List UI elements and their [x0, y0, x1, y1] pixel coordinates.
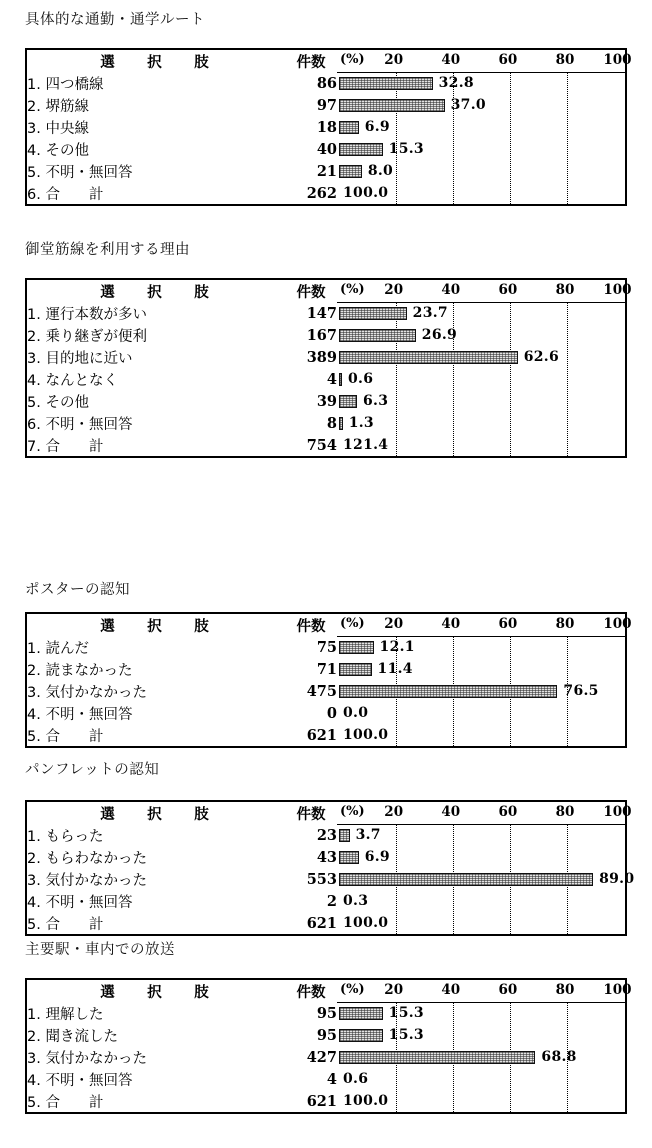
section-title: ポスターの認知: [25, 582, 130, 598]
count-value: 167: [306, 326, 337, 344]
bar-value-label: 100.0: [343, 915, 389, 931]
choice-label: 5. その他: [27, 394, 89, 411]
column-header-choice: 選 択 肢: [100, 284, 218, 301]
bar-value-label: 76.5: [563, 683, 599, 699]
axis-tick-label-40: 40: [441, 982, 461, 998]
chart-bar-row: [337, 847, 625, 869]
column-header-choice: 選 択 肢: [100, 618, 218, 635]
axis-tick-label-100: 100: [603, 982, 632, 998]
bar: [339, 873, 593, 886]
bar-value-label: 15.3: [388, 141, 424, 157]
choice-label: 5. 合 計: [27, 916, 104, 933]
survey-table: [25, 48, 632, 206]
chart-bar-row: [337, 369, 625, 391]
survey-table-grid: [27, 802, 635, 934]
survey-table: [25, 612, 632, 748]
bar-value-label: 68.8: [541, 1049, 577, 1065]
chart-bar-row: [337, 891, 625, 913]
choice-label: 5. 合 計: [27, 728, 104, 745]
axis-tick-label-20: 20: [384, 982, 404, 998]
axis-tick-label-80: 80: [555, 804, 575, 820]
count-value: 71: [316, 660, 337, 678]
choice-label: 6. 不明・無回答: [27, 416, 133, 433]
bar: [339, 165, 362, 178]
chart-bar-row: [337, 347, 625, 369]
count-value: 621: [306, 1092, 337, 1110]
section-title: 主要駅・車内での放送: [25, 942, 175, 958]
choice-label: 1. 運行本数が多い: [27, 306, 147, 323]
bar: [339, 329, 416, 342]
choice-label: 2. もらわなかった: [27, 850, 147, 867]
choice-label: 1. もらった: [27, 828, 104, 845]
chart-plot-area: [337, 280, 632, 456]
bar-value-label: 11.4: [377, 661, 413, 677]
bar-value-label: 6.9: [364, 849, 390, 865]
count-value: 39: [316, 392, 337, 410]
bar: [339, 829, 350, 842]
axis-tick-label-100: 100: [603, 52, 632, 68]
bar: [339, 307, 407, 320]
bar-value-label: 23.7: [412, 305, 448, 321]
count-value: 95: [316, 1004, 337, 1022]
count-value: 427: [306, 1048, 337, 1066]
choice-label: 5. 不明・無回答: [27, 164, 133, 181]
chart-axis-row: [337, 802, 632, 825]
bar-value-label: 0.6: [343, 1071, 369, 1087]
chart-plot-area: [337, 802, 635, 934]
axis-tick-label-100: 100: [603, 804, 632, 820]
survey-table: [25, 800, 635, 936]
count-value: 4: [326, 370, 337, 388]
choice-label: 4. 不明・無回答: [27, 894, 133, 911]
axis-tick-label-40: 40: [441, 804, 461, 820]
chart-bar-row: [337, 183, 625, 205]
bar-value-label: 100.0: [343, 727, 389, 743]
chart-bar-row: [337, 725, 625, 747]
bar-value-label: 15.3: [388, 1005, 424, 1021]
bar-value-label: 100.0: [343, 1093, 389, 1109]
count-value: 97: [316, 96, 337, 114]
column-header-choice: 選 択 肢: [100, 806, 218, 823]
table-header-row: [27, 614, 625, 636]
chart-bar-row: [337, 825, 625, 847]
bar-value-label: 3.7: [355, 827, 381, 843]
bar-value-label: 0.6: [348, 371, 374, 387]
bar: [339, 1029, 383, 1042]
count-value: 754: [306, 436, 337, 454]
count-value: 475: [306, 682, 337, 700]
count-value: 43: [316, 848, 337, 866]
choice-label: 3. 中央線: [27, 120, 89, 137]
bar-value-label: 89.0: [599, 871, 635, 887]
chart-column: [337, 802, 635, 934]
column-header-choice: 選 択 肢: [100, 54, 218, 71]
axis-tick-label-80: 80: [555, 52, 575, 68]
bar-value-label: 32.8: [438, 75, 474, 91]
bar: [339, 685, 557, 698]
chart-bar-row: [337, 637, 625, 659]
chart-bar-row: [337, 325, 625, 347]
bar-value-label: 15.3: [388, 1027, 424, 1043]
chart-bar-row: [337, 435, 625, 457]
survey-table-grid: [27, 980, 632, 1112]
chart-bar-row: [337, 161, 625, 183]
bar: [339, 351, 518, 364]
chart-axis-row: [337, 614, 632, 637]
bar: [339, 121, 359, 134]
choice-label: 2. 読まなかった: [27, 662, 133, 679]
bar: [339, 143, 383, 156]
choice-label: 6. 合 計: [27, 186, 104, 203]
bar-value-label: 12.1: [379, 639, 415, 655]
axis-tick-label-20: 20: [384, 282, 404, 298]
count-value: 95: [316, 1026, 337, 1044]
axis-percent-label: (%): [340, 982, 365, 997]
chart-plot-area: [337, 50, 632, 204]
bar: [339, 77, 433, 90]
choice-label: 1. 読んだ: [27, 640, 89, 657]
choice-label: 3. 気付かなかった: [27, 872, 147, 889]
chart-column: [337, 280, 632, 456]
bar: [339, 1051, 535, 1064]
chart-axis-row: [337, 280, 632, 303]
choice-label: 2. 堺筋線: [27, 98, 89, 115]
chart-bar-row: [337, 413, 625, 435]
chart-bar-row: [337, 1025, 625, 1047]
axis-percent-label: (%): [340, 52, 365, 67]
axis-tick-label-80: 80: [555, 616, 575, 632]
chart-bar-row: [337, 117, 625, 139]
axis-tick-label-20: 20: [384, 52, 404, 68]
axis-percent-label: (%): [340, 282, 365, 297]
choice-label: 1. 四つ橋線: [27, 76, 104, 93]
table-header-row: [27, 50, 625, 72]
bar-value-label: 121.4: [343, 437, 389, 453]
chart-bar-row: [337, 703, 625, 725]
chart-column: [337, 50, 632, 204]
choice-label: 2. 聞き流した: [27, 1028, 118, 1045]
bar-value-label: 26.9: [421, 327, 458, 343]
chart-plot-area: [337, 980, 632, 1112]
bar-value-label: 100.0: [343, 185, 389, 201]
count-value: 621: [306, 914, 337, 932]
survey-table: [25, 278, 632, 458]
chart-bar-row: [337, 303, 625, 325]
bar: [339, 395, 357, 408]
count-value: 553: [306, 870, 337, 888]
axis-percent-label: (%): [340, 616, 365, 631]
count-value: 40: [316, 140, 337, 158]
table-header-row: [27, 980, 625, 1002]
axis-tick-label-40: 40: [441, 282, 461, 298]
chart-bar-row: [337, 95, 625, 117]
bar-value-label: 8.0: [367, 163, 394, 179]
choice-label: 1. 理解した: [27, 1006, 104, 1023]
column-header-choice: 選 択 肢: [100, 984, 218, 1001]
chart-bar-row: [337, 913, 625, 935]
count-value: 21: [316, 162, 337, 180]
section-title: 具体的な通勤・通学ルート: [25, 12, 205, 28]
section-title: パンフレットの認知: [25, 762, 160, 778]
survey-table: [25, 978, 632, 1114]
bar-value-label: 0.3: [343, 893, 369, 909]
axis-tick-label-80: 80: [555, 982, 575, 998]
count-value: 4: [326, 1070, 337, 1088]
survey-table-grid: [27, 280, 632, 456]
choice-label: 2. 乗り継ぎが便利: [27, 328, 147, 345]
choice-label: 4. なんとなく: [27, 372, 118, 389]
chart-column: [337, 980, 632, 1112]
count-value: 18: [316, 118, 337, 136]
axis-tick-label-60: 60: [498, 804, 518, 820]
count-value: 23: [316, 826, 337, 844]
bar: [339, 1007, 383, 1020]
count-value: 262: [306, 184, 337, 202]
bar-value-label: 6.9: [364, 119, 390, 135]
axis-percent-label: (%): [340, 804, 365, 819]
choice-label: 3. 目的地に近い: [27, 350, 133, 367]
axis-tick-label-100: 100: [603, 616, 632, 632]
bar-value-label: 6.3: [362, 393, 389, 409]
table-header-row: [27, 280, 625, 302]
axis-tick-label-60: 60: [498, 616, 518, 632]
chart-bar-row: [337, 1047, 625, 1069]
column-header-count: 件数: [296, 983, 326, 1001]
bar-value-label: 37.0: [450, 97, 486, 113]
bar-value-label: 1.3: [348, 415, 374, 431]
choice-label: 4. 不明・無回答: [27, 1072, 133, 1089]
choice-label: 4. その他: [27, 142, 89, 159]
count-value: 2: [326, 892, 337, 910]
count-value: 8: [326, 414, 337, 432]
choice-label: 3. 気付かなかった: [27, 1050, 147, 1067]
axis-tick-label-40: 40: [441, 52, 461, 68]
bar-value-label: 62.6: [523, 349, 560, 365]
chart-bar-row: [337, 659, 625, 681]
choice-label: 5. 合 計: [27, 1094, 104, 1111]
axis-tick-label-60: 60: [498, 982, 518, 998]
bar: [339, 373, 342, 386]
chart-bar-row: [337, 869, 635, 891]
section-title: 御堂筋線を利用する理由: [25, 242, 190, 258]
column-header-count: 件数: [296, 805, 326, 823]
choice-label: 3. 気付かなかった: [27, 684, 147, 701]
chart-bar-row: [337, 391, 625, 413]
axis-tick-label-100: 100: [603, 282, 632, 298]
axis-tick-label-60: 60: [498, 282, 518, 298]
count-value: 86: [316, 74, 337, 92]
chart-axis-row: [337, 980, 632, 1003]
axis-tick-label-20: 20: [384, 616, 404, 632]
choice-label: 4. 不明・無回答: [27, 706, 133, 723]
count-value: 75: [316, 638, 337, 656]
bar: [339, 663, 372, 676]
axis-tick-label-40: 40: [441, 616, 461, 632]
column-header-count: 件数: [296, 283, 326, 301]
axis-tick-label-60: 60: [498, 52, 518, 68]
count-value: 147: [306, 304, 337, 322]
chart-bar-row: [337, 73, 625, 95]
survey-table-grid: [27, 50, 632, 204]
table-header-row: [27, 802, 625, 824]
column-header-count: 件数: [296, 617, 326, 635]
chart-column: [337, 614, 632, 746]
bar: [339, 851, 359, 864]
chart-bar-row: [337, 139, 625, 161]
bar-value-label: 0.0: [343, 705, 369, 721]
chart-axis-row: [337, 50, 632, 73]
axis-tick-label-20: 20: [384, 804, 404, 820]
column-header-count: 件数: [296, 53, 326, 71]
choice-label: 7. 合 計: [27, 438, 104, 455]
chart-bar-row: [337, 1069, 625, 1091]
chart-bar-row: [337, 681, 625, 703]
count-value: 389: [306, 348, 337, 366]
chart-bar-row: [337, 1003, 625, 1025]
axis-tick-label-80: 80: [555, 282, 575, 298]
chart-plot-area: [337, 614, 632, 746]
chart-bar-row: [337, 1091, 625, 1113]
bar: [339, 641, 374, 654]
count-value: 0: [326, 704, 337, 722]
bar: [339, 99, 445, 112]
bar: [339, 417, 343, 430]
survey-table-grid: [27, 614, 632, 746]
count-value: 621: [306, 726, 337, 744]
